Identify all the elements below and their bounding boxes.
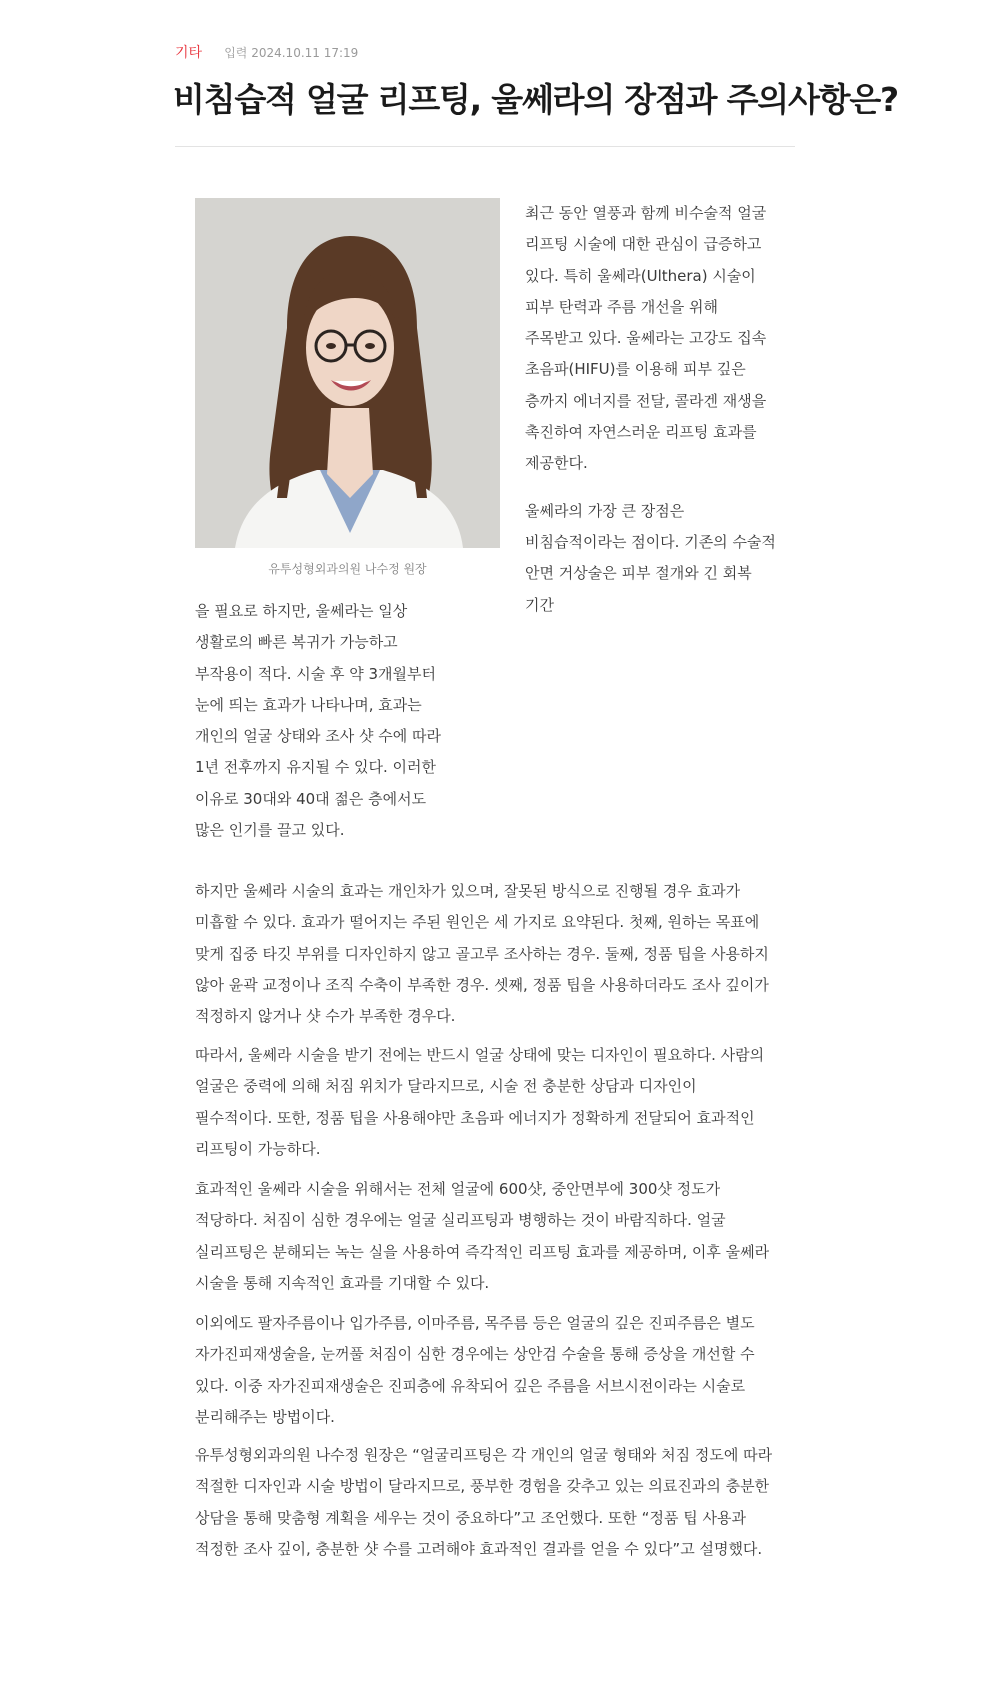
article-figure: [195, 198, 500, 578]
body-paragraph: 이외에도 팔자주름이나 입가주름, 이마주름, 목주름 등은 얼굴의 깊은 진피주름은 별도 자가진피재생술을, 눈꺼풀 처짐이 심한 경우에는 상안검 수술을 통해 증상을 개선할 수 있다. 이중 자가진피재생술은 진피층에 유착되어 깊은 주름을 서브시전이라는 시술로 분리해주는 방법이다.: [195, 1314, 755, 1426]
body-paragraph: 하지만 울쎄라 시술의 효과는 개인차가 있으며, 잘못된 방식으로 진행될 경우 효과가 미흡할 수 있다. 효과가 떨어지는 주된 원인은 세 가지로 요약된다. 첫째, 원하는 목표에 맞게 집중 타깃 부위를 디자인하지 않고 골고루 조사하는 경우. 둘째, 정품 팁을 사용하지 않아 윤곽 교정이나 조직 수축이 부족한 경우. 셋째, 정품 팁을 사용하더라도 조사 깊이가 적정하지 않거나 샷 수가 부족한 경우다.: [195, 882, 769, 1026]
article-meta: [175, 44, 358, 63]
body-paragraph: 을 필요로 하지만, 울쎄라는 일상 생활로의 빠른 복귀가 가능하고 부작용이 적다. 시술 후 약 3개월부터 눈에 띄는 효과가 나타나며, 효과는 개인의 얼굴 상태와 조사 샷 수에 따라 1년 전후까지 유지될 수 있다. 이러한 이유로 30대와 40대 젊은 층에서도 많은 인기를 끌고 있다.: [195, 602, 441, 840]
body-paragraph: 효과적인 울쎄라 시술을 위해서는 전체 얼굴에 600샷, 중안면부에 300샷 정도가 적당하다. 처짐이 심한 경우에는 얼굴 실리프팅과 병행하는 것이 바람직하다. 얼굴 실리프팅은 분해되는 녹는 실을 사용하여 즉각적인 리프팅 효과를 제공하며, 이후 울쎄라 시술을 통해 지속적인 효과를 기대할 수 있다.: [195, 1180, 770, 1292]
body-column-right: [525, 198, 780, 621]
published-date: 입력 2024.10.11 17:19: [224, 46, 359, 60]
body-paragraph: 따라서, 울쎄라 시술을 받기 전에는 반드시 얼굴 상태에 맞는 디자인이 필요하다. 사람의 얼굴은 중력에 의해 처짐 위치가 달라지므로, 시술 전 충분한 상담과 디자인이 필수적이다. 또한, 정품 팁을 사용해야만 초음파 에너지가 정확하게 전달되어 효과적인 리프팅이 가능하다.: [195, 1046, 765, 1158]
body-paragraph: 최근 동안 열풍과 함께 비수술적 얼굴 리프팅 시술에 대한 관심이 급증하고 있다. 특히 울쎄라(Ulthera) 시술이 피부 탄력과 주름 개선을 위해 주목받고 있다. 울쎄라는 고강도 집속 초음파(HIFU)를 이용해 피부 깊은 층까지 에너지를 전달, 콜라겐 재생을 촉진하여 자연스러운 리프팅 효과를 제공한다.: [525, 204, 767, 473]
body-paragraph: 울쎄라의 가장 큰 장점은 비침습적이라는 점이다. 기존의 수술적 안면 거상술은 피부 절개와 긴 회복 기간: [525, 501, 776, 614]
title-divider: [175, 146, 795, 147]
article-headline: 비침습적 얼굴 리프팅, 울쎄라의 장점과 주의사항은?: [173, 80, 898, 119]
category-label[interactable]: 기타: [175, 45, 203, 61]
photo-caption: 유투성형외과의원 나수정 원장: [268, 562, 427, 576]
body-paragraph: 유투성형외과의원 나수정 원장은 “얼굴리프팅은 각 개인의 얼굴 형태와 처짐 정도에 따라 적절한 디자인과 시술 방법이 달라지므로, 풍부한 경험을 갖추고 있는 의료진과의 충분한 상담을 통해 맞춤형 계획을 세우는 것이 중요하다”고 조언했다. 또한 “정품 팁 사용과 적정한 조사 깊이, 충분한 샷 수를 고려해야 효과적인 결과를 얻을 수 있다”고 설명했다.: [195, 1446, 773, 1558]
body-column-left: [195, 596, 455, 846]
portrait-photo: [195, 198, 500, 548]
